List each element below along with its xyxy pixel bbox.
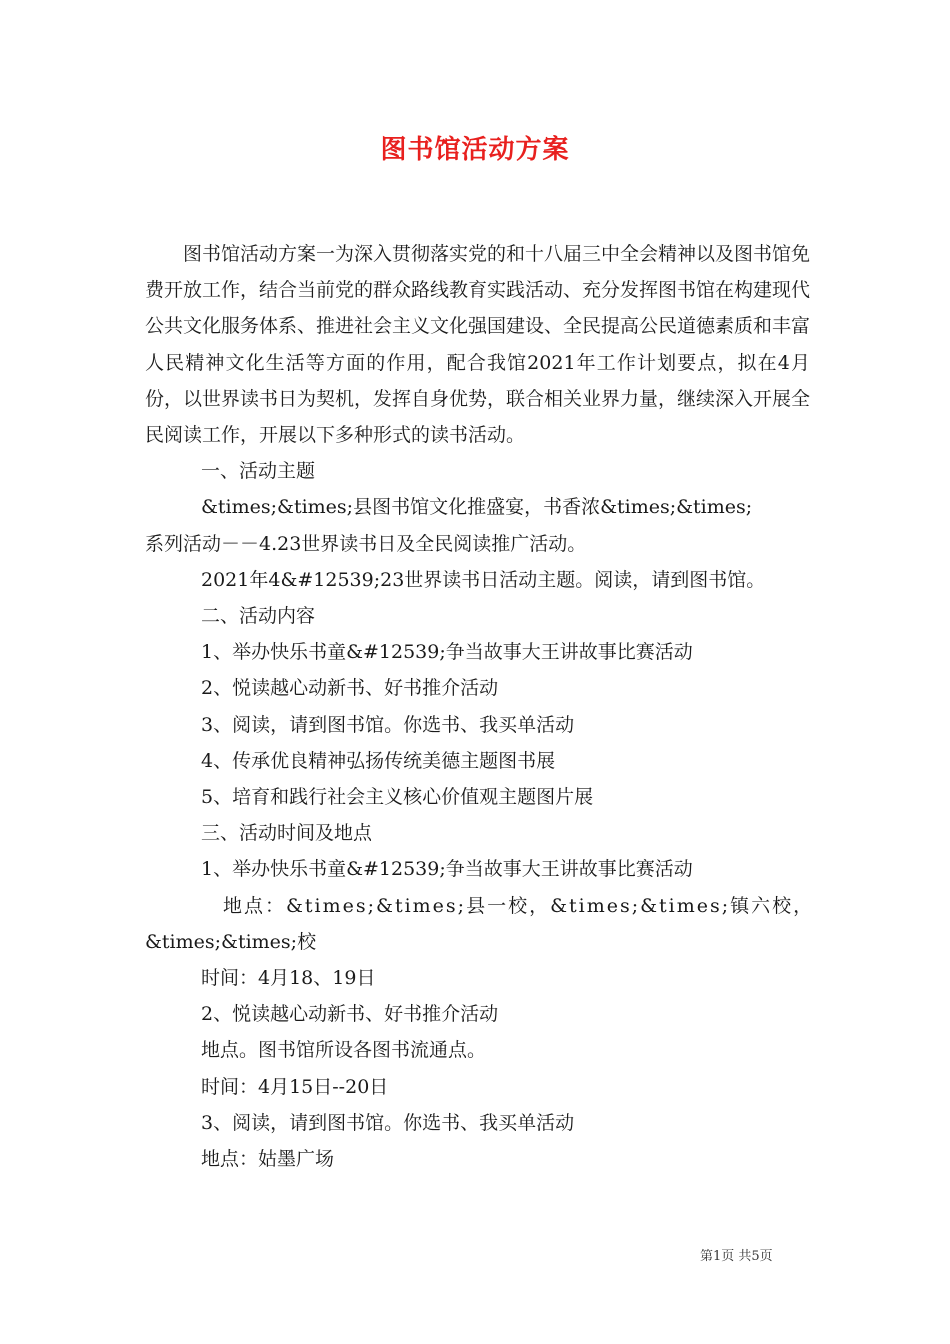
intro-paragraph: 图书馆活动方案一为深入贯彻落实党的和十八届三中全会精神以及图书馆免费开放工作，结合当前党的群众路线教育实践活动、充分发挥图书馆在构建现代公共文化服务体系、推进社会主义文化强国建设、全民提高公民道德素质和丰富人民精神文化生活等方面的作用，配合我馆2021年工作计划要点，拟在4月份，以世界读书日为契机，发挥自身优势，联合相关业界力量，继续深入开展全民阅读工作，开展以下多种形式的读书活动。 — [145, 243, 811, 447]
document-title: 图书馆活动方案 — [380, 135, 570, 165]
content-item-4: 4、传承优良精神弘扬传统美德主题图书展 — [201, 749, 556, 772]
schedule-item-1: 1、举办快乐书童&#12539;争当故事大王讲故事比赛活动 — [201, 858, 693, 881]
theme-line-2: 系列活动－－4.23世界读书日及全民阅读推广活动。 — [145, 532, 587, 555]
page-number: 第1页 共5页 — [700, 1249, 773, 1264]
section-heading-content: 二、活动内容 — [201, 605, 316, 628]
content-item-1: 1、举办快乐书童&#12539;争当故事大王讲故事比赛活动 — [201, 641, 693, 664]
content-item-2: 2、悦读越心动新书、好书推介活动 — [201, 677, 499, 700]
schedule-item-1-time: 时间：4月18、19日 — [201, 967, 376, 990]
theme-line-3: 2021年4&#12539;23世界读书日活动主题。阅读，请到图书馆。 — [201, 568, 766, 591]
content-item-3: 3、阅读，请到图书馆。你选书、我买单活动 — [201, 713, 575, 736]
content-item-5: 5、培育和践行社会主义核心价值观主题图片展 — [201, 786, 594, 809]
section-heading-schedule: 三、活动时间及地点 — [201, 822, 373, 845]
theme-line-1: &times;&times;县图书馆文化推盛宴，书香浓&times;&times; — [201, 496, 753, 519]
schedule-item-1-location-cont: &times;&times;校 — [145, 930, 317, 953]
document-body — [145, 236, 815, 1177]
schedule-item-3-location: 地点：姑墨广场 — [201, 1148, 335, 1171]
schedule-item-3: 3、阅读，请到图书馆。你选书、我买单活动 — [201, 1111, 575, 1134]
schedule-item-2: 2、悦读越心动新书、好书推介活动 — [201, 1003, 499, 1026]
schedule-item-1-location: 地点：&times;&times;县一校，&times;&times;镇六校， — [223, 894, 815, 917]
schedule-item-2-time: 时间：4月15日--20日 — [201, 1075, 389, 1098]
section-heading-theme: 一、活动主题 — [201, 460, 316, 483]
schedule-item-2-location: 地点。图书馆所设各图书流通点。 — [201, 1039, 487, 1062]
